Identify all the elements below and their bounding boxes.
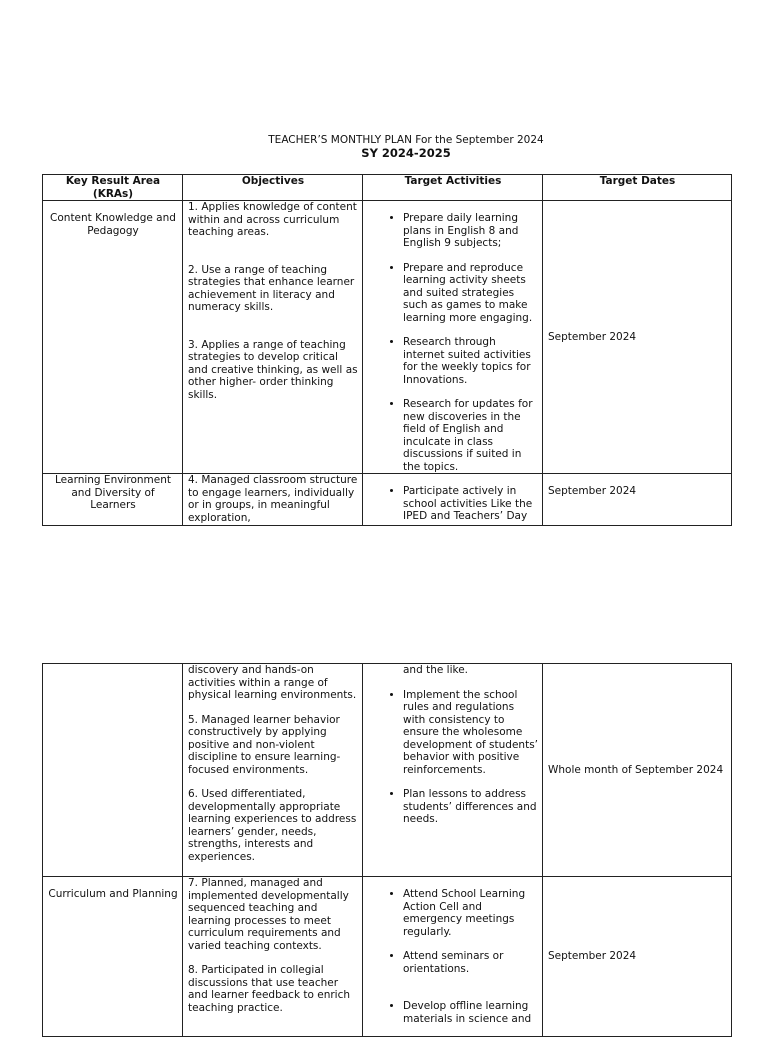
objectives-cell: 4. Managed classroom structure to engage learners, individually or in groups, in meaningful exploration,	[183, 474, 363, 526]
header-kra: Key Result Area (KRAs)	[43, 175, 183, 201]
activity-item: • Research for updates for new discoveries in the field of English and inculcate in class discussions if suited in the topics.	[403, 398, 538, 473]
activity-item: • Plan lessons to address students’ differences and needs.	[403, 788, 538, 826]
target-date-cell: September 2024	[543, 474, 732, 526]
header-target-dates: Target Dates	[543, 175, 732, 201]
activity-item: • Prepare daily learning plans in English 8 and English 9 subjects;	[403, 212, 538, 250]
objectives-cell	[183, 201, 363, 474]
header-target-activities: Target Activities	[363, 175, 543, 201]
kra-cell: Learning Environment and Diversity of Learners	[43, 474, 183, 526]
objective-item: 7. Planned, managed and implemented developmentally sequenced teaching and learning processes to meet curriculum requirements and varied teaching contexts.	[188, 877, 349, 952]
target-date-cell: September 2024	[543, 877, 732, 1037]
activity-item: • Attend School Learning Action Cell and emergency meetings regularly.	[403, 888, 538, 938]
objectives-cell	[183, 664, 363, 877]
objectives-cell	[183, 877, 363, 1037]
activities-list	[368, 485, 538, 523]
table-row	[43, 664, 732, 877]
activities-cell	[363, 877, 543, 1037]
objective-item: 3. Applies a range of teaching strategies to develop critical and creative thinking, as well as other higher- order thinking skills.	[188, 338, 358, 401]
objective-item: discovery and hands-on activities within a range of physical learning environments.	[188, 664, 357, 701]
activity-item: • Research through internet suited activities for the weekly topics for Innovations.	[403, 336, 538, 386]
objective-item: 6. Used differentiated, developmentally appropriate learning experiences to address learners’ gender, needs, strengths, interests and experiences.	[188, 788, 357, 863]
activity-item: • Implement the school rules and regulations with consistency to ensure the wholesome development of students’ behavior with positive reinforcements.	[403, 689, 538, 777]
activities-cell	[363, 664, 543, 877]
objective-item: 5. Managed learner behavior constructively by applying positive and non-violent discipline to ensure learning-focused environments.	[188, 713, 341, 776]
kra-cell	[43, 664, 183, 877]
activity-item: • Attend seminars or orientations.	[403, 950, 538, 975]
activity-item: • Prepare and reproduce learning activity sheets and suited strategies such as games to make learning more engaging.	[403, 262, 538, 325]
objective-item: 8. Participated in collegial discussions that use teacher and learner feedback to enrich teaching practice.	[188, 964, 351, 1014]
table-row	[43, 201, 732, 474]
table-header-row	[43, 175, 732, 201]
activity-item: • Develop offline learning materials in science and	[403, 1000, 538, 1025]
header-objectives: Objectives	[183, 175, 363, 201]
activities-list	[368, 212, 538, 473]
table-row	[43, 877, 732, 1037]
document-title: TEACHER’S MONTHLY PLAN For the September 2024	[268, 134, 544, 146]
target-date-cell: Whole month of September 2024	[543, 664, 732, 877]
objective-item: 1. Applies knowledge of content within and across curriculum teaching areas.	[188, 201, 357, 238]
kra-cell: Content Knowledge and Pedagogy	[43, 201, 183, 474]
activities-list	[368, 888, 538, 1025]
plan-table-page-1	[42, 174, 732, 526]
plan-table-page-2	[42, 663, 732, 1037]
table-row	[43, 474, 732, 526]
objective-item: 2. Use a range of teaching strategies that enhance learner achievement in literacy and numeracy skills.	[188, 263, 355, 313]
activities-cell	[363, 201, 543, 474]
activities-cell	[363, 474, 543, 526]
activity-continuation: and the like.	[403, 664, 468, 676]
activity-item: • Participate actively in school activities Like the IPED and Teachers’ Day	[403, 485, 538, 523]
target-date-cell: September 2024	[543, 201, 732, 474]
kra-cell: Curriculum and Planning	[43, 877, 183, 1037]
activities-list	[368, 689, 538, 826]
document-subtitle: SY 2024-2025	[361, 146, 451, 160]
